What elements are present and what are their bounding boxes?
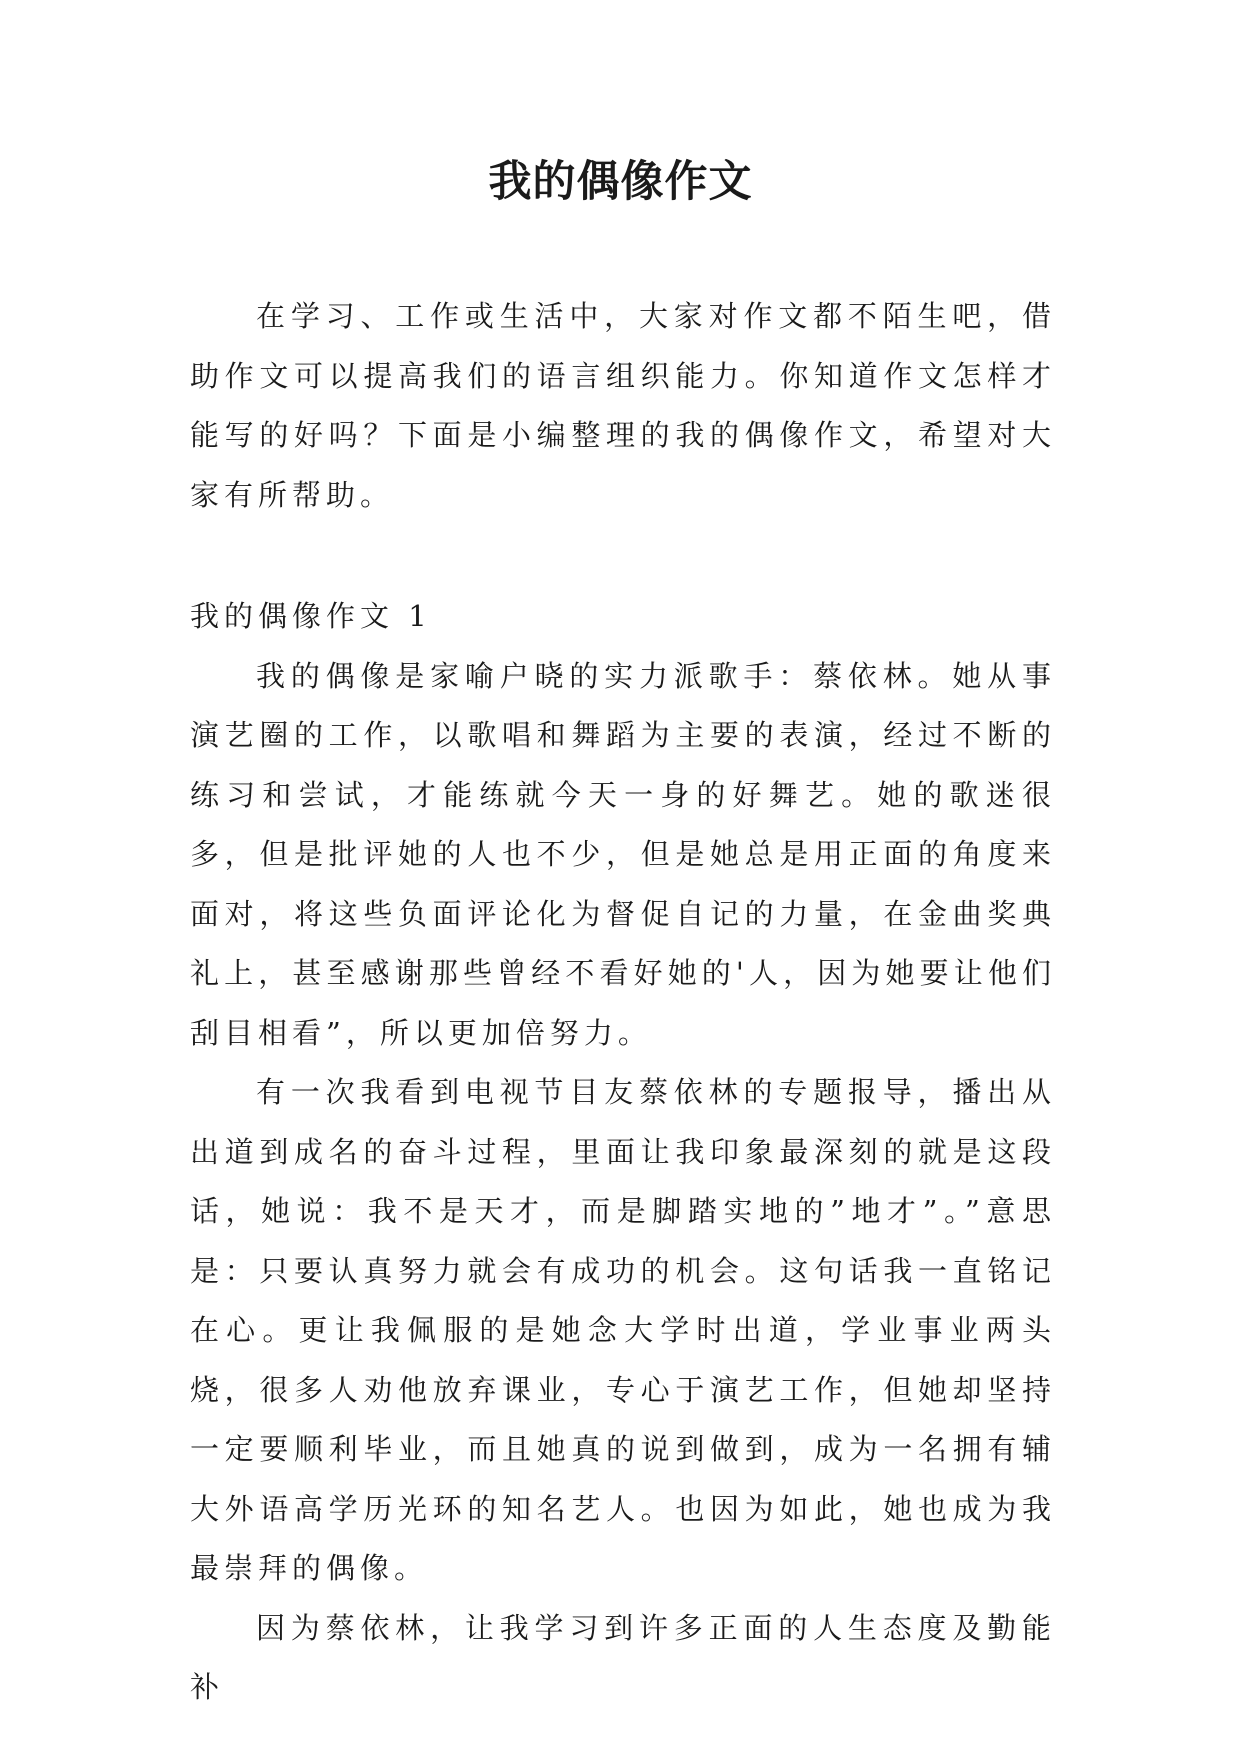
- body-paragraph-2: 有一次我看到电视节目友蔡依林的专题报导，播出从出道到成名的奋斗过程，里面让我印象最深刻的就是这段话，她说：我不是天才，而是脚踏实地的”地才”。”意思是：只要认真努力就会有成功的机会。这句话我一直铭记在心。更让我佩服的是她念大学时出道，学业事业两头烧，很多人劝他放弃课业，专心于演艺工作，但她却坚持一定要顺利毕业，而且她真的说到做到，成为一名拥有辅大外语高学历光环的知名艺人。也因为如此，她也成为我最崇拜的偶像。: [190, 1075, 1056, 1585]
- paragraph-spacer: [190, 525, 1056, 587]
- body-paragraph-1: 我的偶像是家喻户晓的实力派歌手：蔡依林。她从事演艺圈的工作，以歌唱和舞蹈为主要的表演，经过不断的练习和尝试，才能练就今天一身的好舞艺。她的歌迷很多，但是批评她的人也不少，但是她总是用正面的角度来面对，将这些负面评论化为督促自记的力量，在金曲奖典礼上，甚至感谢那些曾经不看好她的'人，因为她要让他们刮目相看”，所以更加倍努力。: [190, 658, 1056, 1050]
- document-body: [190, 287, 1056, 1718]
- section-heading: 我的偶像作文 1: [190, 599, 432, 633]
- body-paragraph-3: 因为蔡依林，让我学习到许多正面的人生态度及勤能补: [190, 1610, 1056, 1704]
- intro-paragraph: 在学习、工作或生活中，大家对作文都不陌生吧，借助作文可以提高我们的语言组织能力。你知道作文怎样才能写的好吗？下面是小编整理的我的偶像作文，希望对大家有所帮助。: [190, 299, 1056, 512]
- page-title: 我的偶像作文: [488, 157, 753, 207]
